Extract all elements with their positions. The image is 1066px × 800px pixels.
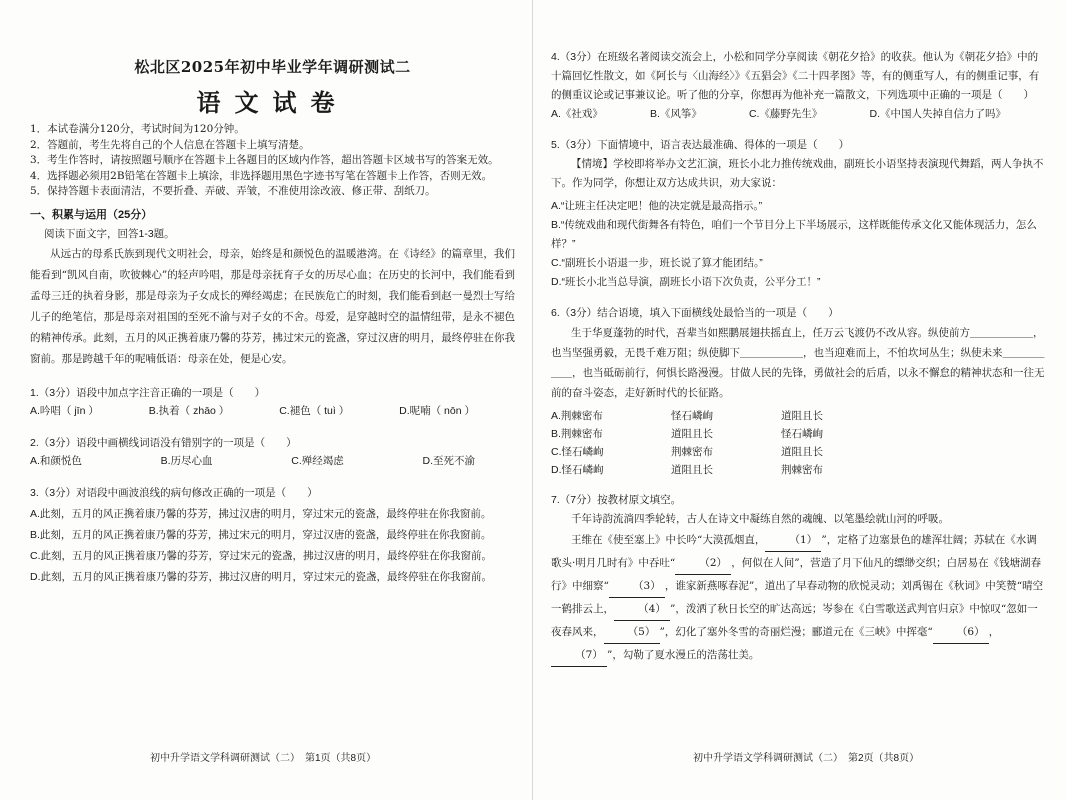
option-list: [30, 504, 515, 588]
blank-1[interactable]: （1）: [765, 529, 821, 552]
option-d: D.此刻，五月的风正携着康乃馨的芬芳，拂过汉唐的明月，穿过宋元的瓷盏，最终停驻在你我窗前。: [30, 570, 492, 583]
option-d: D.“班长小北当总导演，副班长小语下次负责，公平分工！”: [551, 276, 821, 288]
blank-6[interactable]: （6）: [933, 621, 989, 644]
question-5: [551, 136, 1046, 292]
option-c: C.“副班长小语退一步，班长说了算才能团结。”: [551, 257, 763, 269]
notice-list: [30, 122, 515, 200]
option-d-2: 道阻且长: [671, 464, 713, 476]
blank-2[interactable]: （2）: [675, 552, 731, 575]
option-b-3: 怪石嶙峋: [781, 428, 823, 440]
question-6: [551, 304, 1046, 479]
option-a: A.“让班主任决定吧！他的决定就是最高指示。”: [551, 200, 763, 212]
question-3: [30, 484, 515, 588]
blank-3[interactable]: （3）: [609, 575, 665, 598]
blank-7[interactable]: （7）: [551, 644, 607, 667]
question-4: [551, 48, 1046, 124]
page-footer: 初中升学语文学科调研测试（二） 第1页（共8页）: [150, 753, 377, 764]
option-list: [551, 197, 1046, 292]
question-stem: 3.（3分）对语段中画波浪线的病句修改正确的一项是（ ）: [30, 486, 318, 499]
option-b-2: 道阻且长: [671, 428, 713, 440]
blank-5[interactable]: （5）: [604, 621, 660, 644]
option-b: B.执着（ zhāo ）: [148, 404, 230, 417]
option-b: B.历尽心血: [160, 454, 213, 467]
question-stem: 7.（7分）按教材原文填空。: [551, 494, 682, 506]
reading-passage: 从远古的母系氏族到现代文明社会，母亲，始终是和颜悦色的温暖港湾。在《诗经》的篇章里，我们能看到“凯风自南，吹彼棘心”的轻声吟唱，那是母亲抚育子女的历尽心血；在历史的长河中，我们能看到孟母三迁的执着身影，那是母亲为子女成长的殚经竭虑；在民族危亡的时刻，我们能看到赵一曼烈士写给儿子的绝笔信，那是母亲对祖国的至死不渝与对子女的不舍。母爱，是穿越时空的温情纽带，是永不褪色的精神传承。此刻，五月的风正携着康乃馨的芬芳，拂过宋元的瓷盏，穿过汉唐的明月，最终停驻在你我窗前。那是跨越千年的呢喃低语：母亲在处，便是心安。: [30, 247, 515, 365]
section-heading: 一、积累与运用（25分）: [30, 208, 153, 221]
question-context: 【情境】学校即将举办文艺汇演，班长小北力推传统戏曲，副班长小语坚持表演现代舞蹈，两人争执不下。作为同学，你想让双方达成共识，劝大家说：: [551, 158, 1044, 189]
option-a: A.此刻，五月的风正携着康乃馨的芬芳，拂过汉唐的明月，穿过宋元的瓷盏，最终停驻在你我窗前。: [30, 507, 492, 520]
option-a-2: 怪石嶙峋: [671, 410, 713, 422]
option-row: [30, 452, 515, 470]
option-b-1: B.荆棘密布: [551, 428, 603, 440]
option-grid: [551, 407, 1046, 479]
text-segment: ，: [988, 626, 1000, 638]
question-stem: 4.（3分）在班级名著阅读交流会上，小松和同学分享阅读《朝花夕拾》的收获。他认为《朝花夕拾》中的十篇回忆性散文，如《阿长与〈山海经〉》《五猖会》《二十四孝图》等，有的侧重写人，有的侧重记事，有的侧重议论或记事兼议论。听了他的分享，你想再为他补充一篇散文，下列选项中正确的一项是（ ）: [551, 51, 1040, 101]
page-right: [533, 0, 1066, 800]
option-row: [551, 105, 1046, 124]
option-a: A.和颜悦色: [30, 454, 82, 467]
text-segment: ”，勾勒了夏水漫丘的浩荡壮美。: [607, 649, 760, 661]
question-stem: 6.（3分）结合语境，填入下面横线处最恰当的一项是（ ）: [551, 307, 839, 319]
question-intro: 千年诗韵流淌四季轮转，古人在诗文中凝练自然的魂魄、以笔墨绘就山河的呼吸。: [571, 513, 949, 525]
text-segment: ”，幻化了塞外冬雪的奇丽烂漫；郦道元在《三峡》中挥毫“: [659, 626, 933, 638]
text-segment: ”，定格了边塞景色的雄浑壮阔；苏轼在《水调歌头·明月几时有》中吞吐“: [551, 534, 1037, 569]
notice-item: 5．保持答题卡表面清洁，不要折叠、弄破、弄皱，不准使用涂改液、修正带、刮纸刀。: [30, 185, 436, 197]
option-row: [30, 402, 515, 420]
exam-subtitle: 语文试卷: [196, 88, 349, 117]
option-d: D.呢喃（ nōn ）: [399, 404, 475, 417]
option-b: B.《风筝》: [649, 108, 702, 120]
option-c-1: C.怪石嶙峋: [551, 446, 604, 458]
option-c: C.褪色（ tuì ）: [279, 404, 350, 417]
text-segment: ，何似在人间”，营造了月下仙凡的缥缈交织；白居易在《钱塘湖春行》中细察“: [551, 557, 1042, 592]
question-stem: 2.（3分）语段中画横线词语没有错别字的一项是（ ）: [30, 436, 297, 449]
blank-4[interactable]: （4）: [614, 598, 670, 621]
notice-item: 4．选择题必须用2B铅笔在答题卡上填涂，非选择题用黑色字迹书写笔在答题卡上作答，否则无效。: [30, 169, 493, 182]
option-d: D.至死不渝: [422, 454, 475, 467]
text-segment: 王维在《使至塞上》中长吟“大漠孤烟直，: [571, 534, 766, 546]
option-d-1: D.怪石嶙峋: [551, 464, 604, 476]
option-d: D.《中国人失掉自信力了吗》: [869, 108, 1006, 120]
text-segment: ”，泼洒了秋日长空的旷达高远；岑参在《白雪歌送武判官归京》中惊叹“忽如一夜春风来，: [551, 603, 1038, 638]
question-1: [30, 384, 515, 420]
question-stem: 5.（3分）下面情境中，语言表达最准确、得体的一项是（ ）: [551, 139, 850, 151]
option-c-3: 道阻且长: [781, 446, 823, 458]
option-b: B.此刻，五月的风正携着康乃馨的芬芳，拂过宋元的明月，穿过汉唐的瓷盏，最终停驻在你我窗前。: [30, 528, 492, 541]
question-passage: 生于华夏蓬勃的时代，吾辈当如熙鹏展翅扶摇直上，任万云飞渡仍不改从容。纵使前方＿＿＿＿＿＿，也当坚强勇毅，无畏千难万阻；纵使脚下＿＿＿＿＿＿，也当迎难而上，不怕坎坷丛生；纵使未来＿＿＿＿＿＿，也当砥砺前行，何惧长路漫漫。甘做人民的先锋，勇做社会的后盾，以永不懈怠的精神状态和一往无前的奋斗姿态，走好新时代的长征路。: [551, 327, 1045, 399]
question-stem: 1.（3分）语段中加点字注音正确的一项是（ ）: [30, 386, 266, 399]
option-c: C.《藤野先生》: [748, 108, 823, 120]
notice-item: 1．本试卷满分120分，考试时间为120分钟。: [30, 123, 245, 135]
option-a: A.《社戏》: [551, 108, 603, 120]
notice-item: 2．答题前，考生先将自己的个人信息在答题卡上填写清楚。: [30, 138, 310, 151]
page-footer: 初中升学语文学科调研测试（二） 第2页（共8页）: [693, 753, 920, 764]
passage-intro: 阅读下面文字，回答1-3题。: [44, 227, 175, 240]
text-segment: ，谁家新燕啄春泥”，道出了早春动物的欣悦灵动；刘禹锡在《秋词》中笑赞“晴空一鹤排云上，: [551, 580, 1044, 615]
option-d-3: 荆棘密布: [781, 464, 823, 476]
notice-item: 3．考生作答时，请按照题号顺序在答题卡上各题目的区域内作答，超出答题卡区域书写的答案无效。: [30, 154, 499, 166]
question-7: [551, 491, 1046, 667]
option-c: C.此刻，五月的风正携着康乃馨的芬芳，穿过宋元的瓷盏，拂过汉唐的明月，最终停驻在你我窗前。: [30, 549, 492, 562]
option-c-2: 荆棘密布: [671, 446, 713, 458]
option-c: C.殚经竭虑: [291, 454, 344, 467]
question-2: [30, 434, 515, 470]
fill-in-text: [551, 529, 1046, 667]
exam-title: 松北区2025年初中毕业学年调研测试二: [134, 58, 411, 76]
option-a-1: A.荆棘密布: [551, 410, 603, 422]
option-a-3: 道阻且长: [781, 410, 823, 422]
option-a: A.吟唱（ jīn ）: [30, 404, 99, 417]
option-b: B.“传统戏曲和现代街舞各有特色，咱们一个节目分上下半场展示，这样既能传承文化又能体现活力，怎么样？”: [551, 219, 1037, 250]
